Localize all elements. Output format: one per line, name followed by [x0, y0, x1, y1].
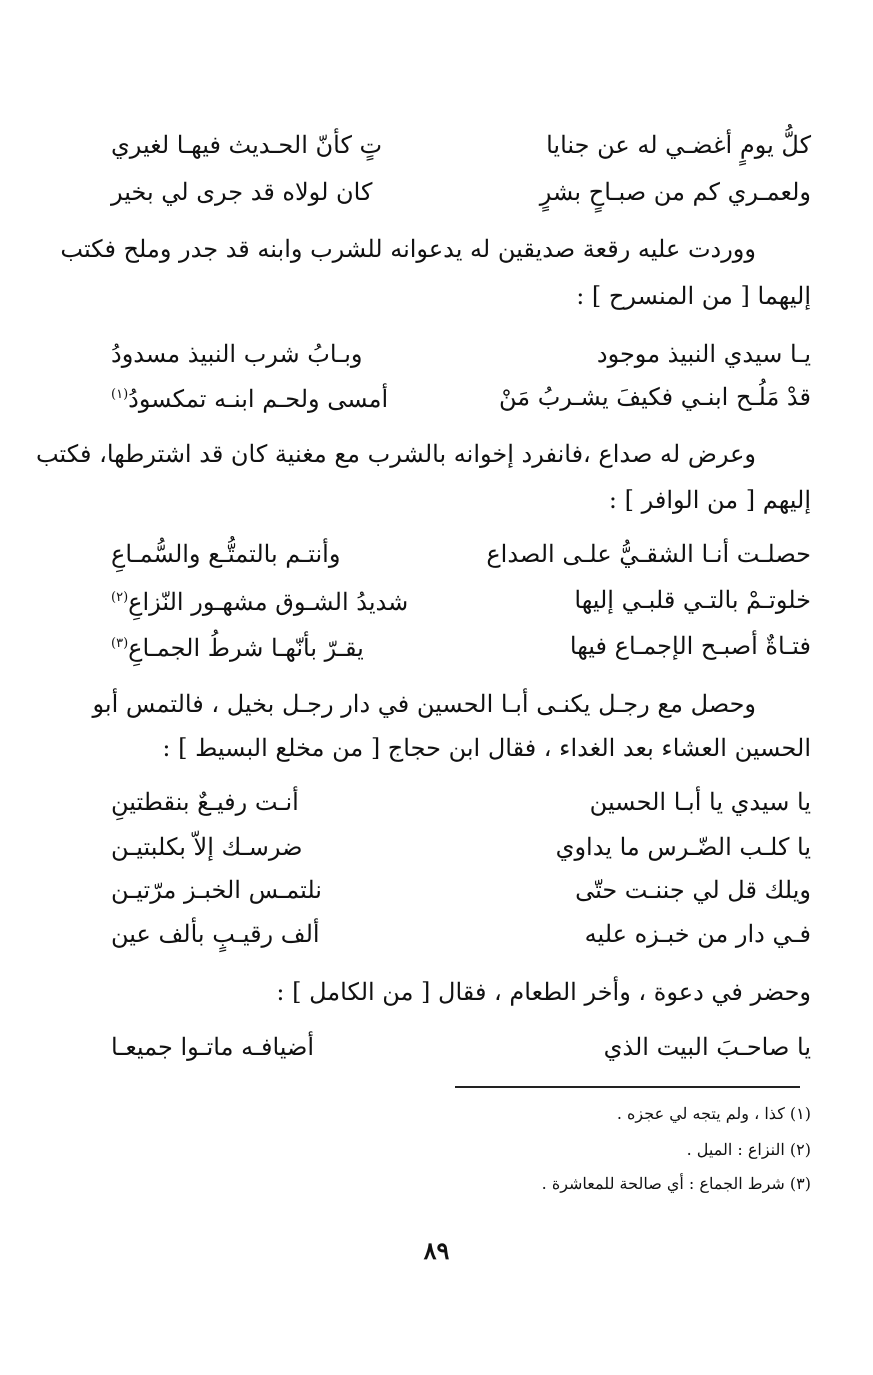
prose-line: وعرض له صداع ،فانفرد إخوانه بالشرب مع مغنية كان قد اشترطها، فكتب [35, 440, 756, 468]
verse-first-hemistich: فـي دار من خبـزه عليه [584, 920, 811, 948]
prose-line: إليهم [ من الوافر ] : [608, 486, 811, 514]
verse-second-hemistich: كان لولاه قد جرى لي بخير [111, 178, 373, 206]
verse-first-hemistich: خلوتـمْ بالتـي قلبـي إليها [574, 586, 811, 614]
prose-line: الحسين العشاء بعد الغداء ، فقال ابن حجاج [ من مخلع البسيط ] : [162, 734, 811, 762]
verse-line [111, 532, 811, 576]
verse-line [111, 624, 811, 668]
prose-line: ووردت عليه رقعة صديقين له يدعوانه للشرب وابنه قد جدر وملح فكتب [60, 235, 756, 263]
verse-second-hemistich: أنـت رفيـعٌ بنقطتينِ [111, 788, 299, 816]
verse-second-hemistich: وأنتـم بالتمتُّـع والسُّمـاعِ [111, 540, 341, 568]
verse-line [111, 825, 811, 869]
verse-second-hemistich [111, 622, 441, 670]
footnote-reference: (٢) [111, 590, 129, 605]
footnote-divider [455, 1086, 800, 1088]
prose-line: وحصل مع رجـل يكنـى أبـا الحسين في دار رجـل بخيل ، فالتمس أبو [92, 690, 756, 718]
verse-first-hemistich: ولعمـري كم من صبـاحٍ بشرٍ [539, 178, 811, 206]
footnote: (١) كذا ، ولم يتجه لي عجزه . [616, 1104, 811, 1123]
footnote: (٢) النزاع : الميل . [686, 1140, 811, 1159]
verse-line [111, 780, 811, 824]
verse-second-hemistich: وبـابُ شرب النبيذ مسدودُ [111, 340, 363, 368]
verse-text: شديدُ الشـوق مشهـور النّزاعِ [128, 588, 409, 616]
page-number: ٨٩ [423, 1236, 450, 1265]
verse-line [111, 375, 811, 419]
verse-second-hemistich [111, 373, 441, 421]
verse-first-hemistich: ويلك قل لي جننـت حتّى [575, 876, 811, 904]
verse-text: أمسى ولحـم ابنـه تمكسودُ [128, 385, 389, 413]
verse-text: يقـرّ بأنّهـا شرطُ الجمـاعِ [128, 634, 364, 662]
verse-line [111, 170, 811, 214]
footnote-reference: (٣) [111, 636, 129, 651]
verse-first-hemistich: يـا سيدي النبيذ موجود [596, 340, 811, 368]
verse-line [111, 912, 811, 956]
verse-first-hemistich: فتـاةٌ أصبـح الإجمـاع فيها [569, 632, 811, 660]
verse-second-hemistich: تٍ كأنّ الحـديث فيهـا لغيري [111, 131, 383, 159]
verse-line [111, 868, 811, 912]
verse-first-hemistich: كلُّ يومٍ أغضـي له عن جنايا [546, 131, 811, 159]
verse-first-hemistich: قدْ مَلُـح ابنـي فكيفَ يشـربُ مَنْ [498, 383, 811, 411]
prose-line: وحضر في دعوة ، وأخر الطعام ، فقال [ من الكامل ] : [276, 978, 811, 1006]
verse-line [111, 332, 811, 376]
verse-line [111, 123, 811, 167]
footnote: (٣) شرط الجماع : أي صالحة للمعاشرة . [541, 1174, 811, 1193]
verse-second-hemistich: أضيافـه ماتـوا جميعـا [111, 1033, 315, 1061]
verse-line [111, 578, 811, 622]
verse-second-hemistich: ضرسـك إلاّ بكلبتيـن [111, 833, 303, 861]
verse-first-hemistich: يا سيدي يا أبـا الحسين [589, 788, 811, 816]
verse-line [111, 1025, 811, 1069]
verse-first-hemistich: يا صاحـبَ البيت الذي [603, 1033, 811, 1061]
footnote-reference: (١) [111, 387, 129, 402]
verse-second-hemistich [111, 576, 441, 624]
verse-first-hemistich: حصلـت أنـا الشقـيُّ علـى الصداع [486, 540, 811, 568]
verse-second-hemistich: نلتمـس الخبـز مرّتيـن [111, 876, 322, 904]
verse-first-hemistich: يا كلـب الضّـرس ما يداوي [555, 833, 811, 861]
verse-second-hemistich: ألف رقيـبٍ بألف عين [111, 920, 320, 948]
prose-line: إليهما [ من المنسرح ] : [576, 282, 811, 310]
